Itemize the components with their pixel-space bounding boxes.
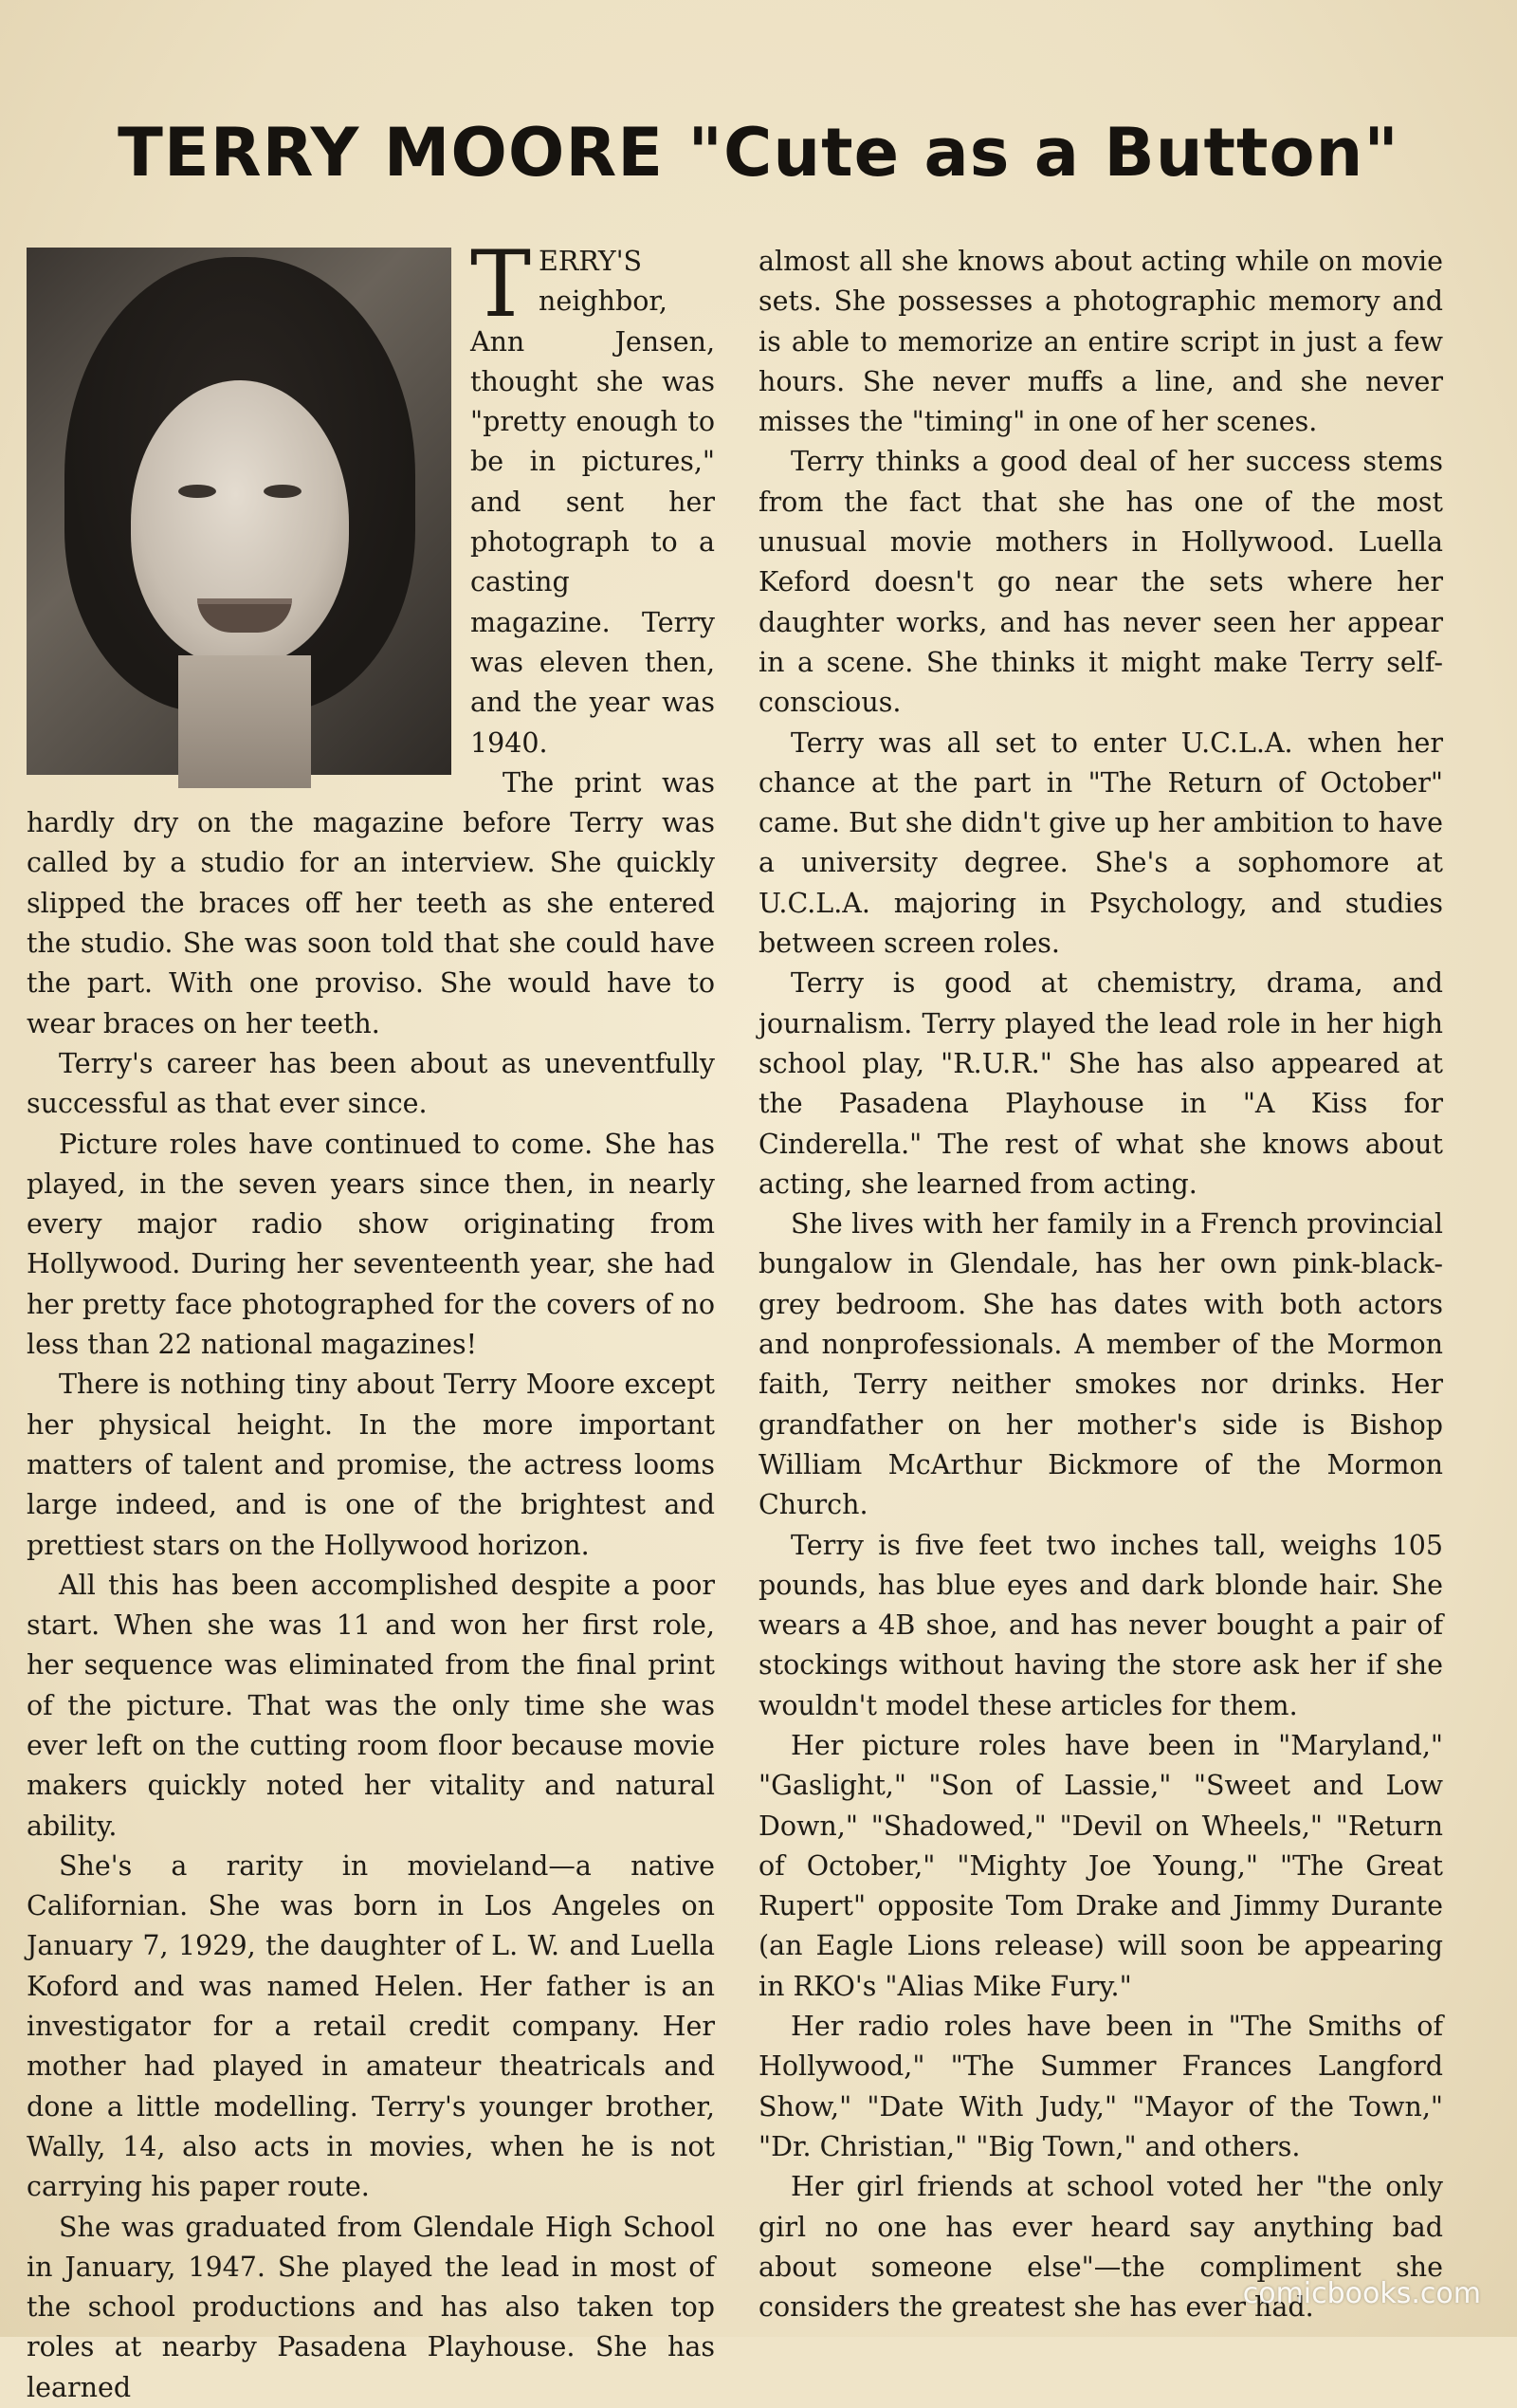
paragraph: Terry is good at chemistry, drama, and journalism. Terry played the lead role in her high school play, "R.U.R." She has also appeared at the Pasadena Playhouse in "A Kiss for Cinderella." The rest of what she knows about acting, she learned from acting. [758,967,1443,1200]
right-column [758,242,1443,2327]
drop-cap: T [470,231,532,338]
paragraph: The print was hardly dry on the magazine before Terry was called by a studio for an interview. She quickly slipped the braces off her teeth as she entered the studio. She was soon told that she could have the part. With one proviso. She would have to wear braces on her teeth. [27,766,715,1039]
paragraph: Her radio roles have been in "The Smiths of Hollywood," "The Summer Frances Langford Show," "Date With Judy," "Mayor of the Town," "Dr. Christian," "Big Town," and others. [758,2011,1443,2162]
paragraph: All this has been accomplished despite a poor start. When she was 11 and won her first role, her sequence was eliminated from the final print of the picture. That was the only time she was ever left on the cutting room floor because movie makers quickly noted her vitality and natural ability. [27,1569,715,1842]
paragraph: Picture roles have continued to come. She has played, in the seven years since then, in nearly every major radio show originating from Hollywood. During her seventeenth year, she had her pretty face photographed for the covers of no less than 22 national magazines! [27,1128,715,1361]
portrait-photo-icon [27,248,451,775]
intro-paragraph: TERRY'S neighbor, Ann Jensen, thought she was "pretty enough to be in pictures," and sent her photograph to a casting magazine. Terry was eleven then, and the year was 1940. [470,231,715,759]
paragraph: Terry is five feet two inches tall, weighs 105 pounds, has blue eyes and dark blonde hair. She wears a 4B shoe, and has never bought a pair of stockings without having the store ask her if she wouldn't model these articles for them. [758,1529,1443,1721]
paragraph: Terry was all set to enter U.C.L.A. when her chance at the part in "The Return of October" came. But she didn't give up her ambition to have a university degree. She's a sophomore at U.C.L.A. majoring in Psychology, and studies between screen roles. [758,726,1443,960]
paragraph: She was graduated from Glendale High School in January, 1947. She played the lead in most of the school productions and has also taken top roles at nearby Pasadena Playhouse. She has learned [27,2211,715,2403]
paragraph: almost all she knows about acting while on movie sets. She possesses a photographic memory and is able to memorize an entire script in just a few hours. She never muffs a line, and she never misses the "timing" in one of her scenes. [758,246,1443,438]
paragraph: She lives with her family in a French provincial bungalow in Glendale, has her own pink-black-grey bedroom. She has dates with both actors and nonprofessionals. A member of the Mormon faith, Terry neither smokes nor drinks. Her grandfather on her mother's side is Bishop William McArthur Bickmore of the Mormon Church. [758,1208,1443,1521]
watermark: comicbooks.com [1242,2277,1481,2310]
paragraph: Her picture roles have been in "Maryland," "Gaslight," "Son of Lassie," "Sweet and Low Down," "Shadowed," "Devil on Wheels," "Return of October," "Mighty Joe Young," "The Great Rupert" opposite Tom Drake and Jimmy Durante (an Eagle Lions release) will soon be appearing in RKO's "Alias Mike Fury." [758,1729,1443,2002]
article-title: TERRY MOORE "Cute as a Button" [118,114,1399,192]
paragraph: Terry's career has been about as uneventfully successful as that ever since. [27,1047,715,1120]
paragraph: She's a rarity in movieland—a native Californian. She was born in Los Angeles on January 7, 1929, the daughter of L. W. and Luella Koford and was named Helen. Her father is an investigator for a retail credit company. Her mother had played in amateur theatricals and done a little modelling. Terry's younger brother, Wally, 14, also acts in movies, when he is not carrying his paper route. [27,1849,715,2203]
paragraph: There is nothing tiny about Terry Moore except her physical height. In the more important matters of talent and promise, the actress looms large indeed, and is one of the brightest and prettiest stars on the Hollywood horizon. [27,1369,715,1561]
left-column [27,231,715,2408]
paragraph: Her girl friends at school voted her "the only girl no one has ever heard say anything bad about someone else"—the compliment she considers the greatest she has ever had. [758,2171,1443,2324]
paragraph: Terry thinks a good deal of her success stems from the fact that she has one of the most unusual movie mothers in Hollywood. Luella Keford doesn't go near the sets where her daughter works, and has never seen her appear in a scene. She thinks it might make Terry self-conscious. [758,446,1443,719]
